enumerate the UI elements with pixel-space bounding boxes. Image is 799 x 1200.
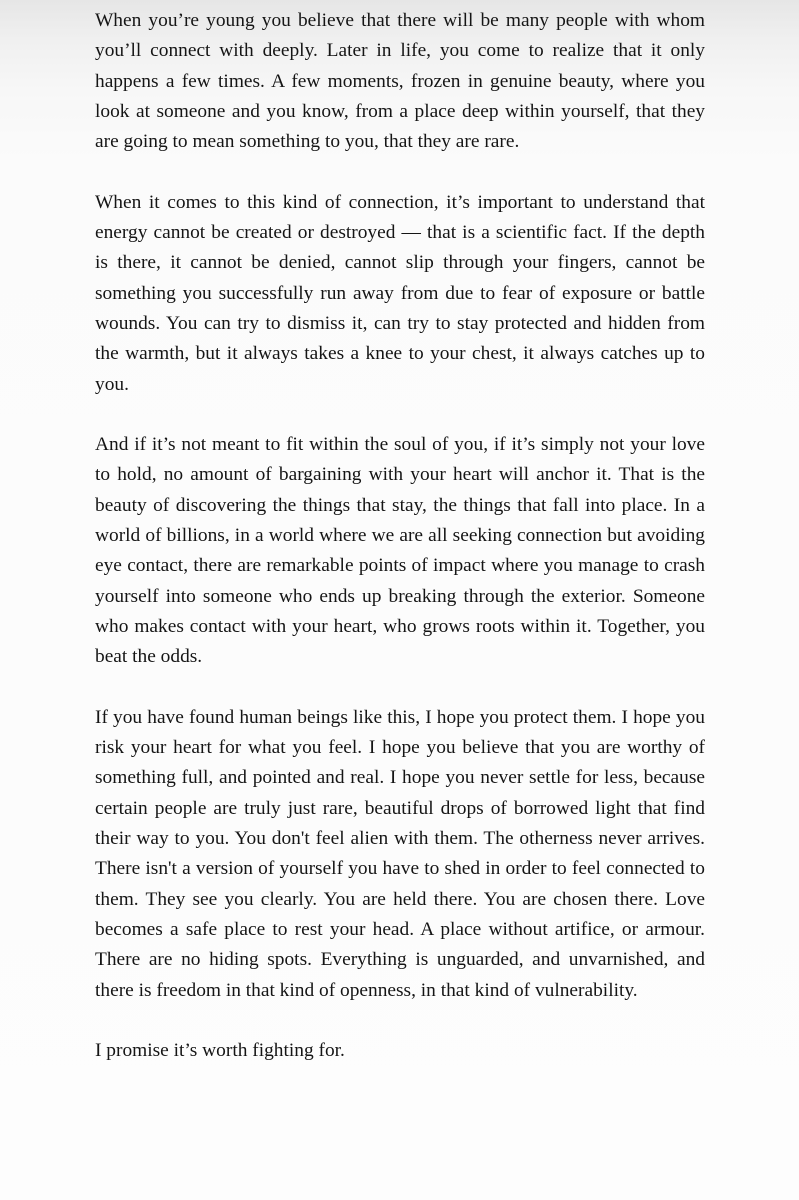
paragraph-young-connection: When you’re young you believe that there will be many people with whom you’ll connect with deeply. Later in life, you come to realize that it only happens a few times. A few moments, frozen in genuine beauty, where you look at someone and you know, from a place deep within yourself, that they are going to mean something to you, that they are rare.	[95, 10, 705, 153]
paragraph-beauty-of-staying: And if it’s not meant to fit within the soul of you, if it’s simply not your love to hold, no amount of bargaining with your heart will anchor it. That is the beauty of discovering the things that stay, the things that fall into place. In a world of billions, in a world where we are all seeking connection but avoiding eye contact, there are remarkable points of impact where you manage to crash yourself into someone who ends up breaking through the exterior. Someone who makes contact with your heart, who grows roots within it. Together, you beat the odds.	[95, 434, 705, 668]
paragraph-promise: I promise it’s worth fighting for.	[95, 1040, 345, 1062]
paragraph-protect-them: If you have found human beings like this, I hope you protect them. I hope you risk your heart for what you feel. I hope you believe that you are worthy of something full, and pointed and real. I hope you never settle for less, because certain people are truly just rare, beautiful drops of borrowed light that find their way to you. You don't feel alien with them. The otherness never arrives. There isn't a version of yourself you have to shed in order to feel connected to them. They see you clearly. You are held there. You are chosen there. Love becomes a safe place to rest your head. A place without artifice, or armour. There are no hiding spots. Everything is unguarded, and unvarnished, and there is freedom in that kind of openness, in that kind of vulnerability.	[95, 706, 705, 1001]
paragraph-energy-connection: When it comes to this kind of connection, it’s important to understand that energy cannot be created or destroyed — that is a scientific fact. If the depth is there, it cannot be denied, cannot slip through your fingers, cannot be something you successfully run away from due to fear of exposure or battle wounds. You can try to dismiss it, can try to stay protected and hidden from the warmth, but it always takes a knee to your chest, it always catches up to you.	[95, 191, 705, 395]
